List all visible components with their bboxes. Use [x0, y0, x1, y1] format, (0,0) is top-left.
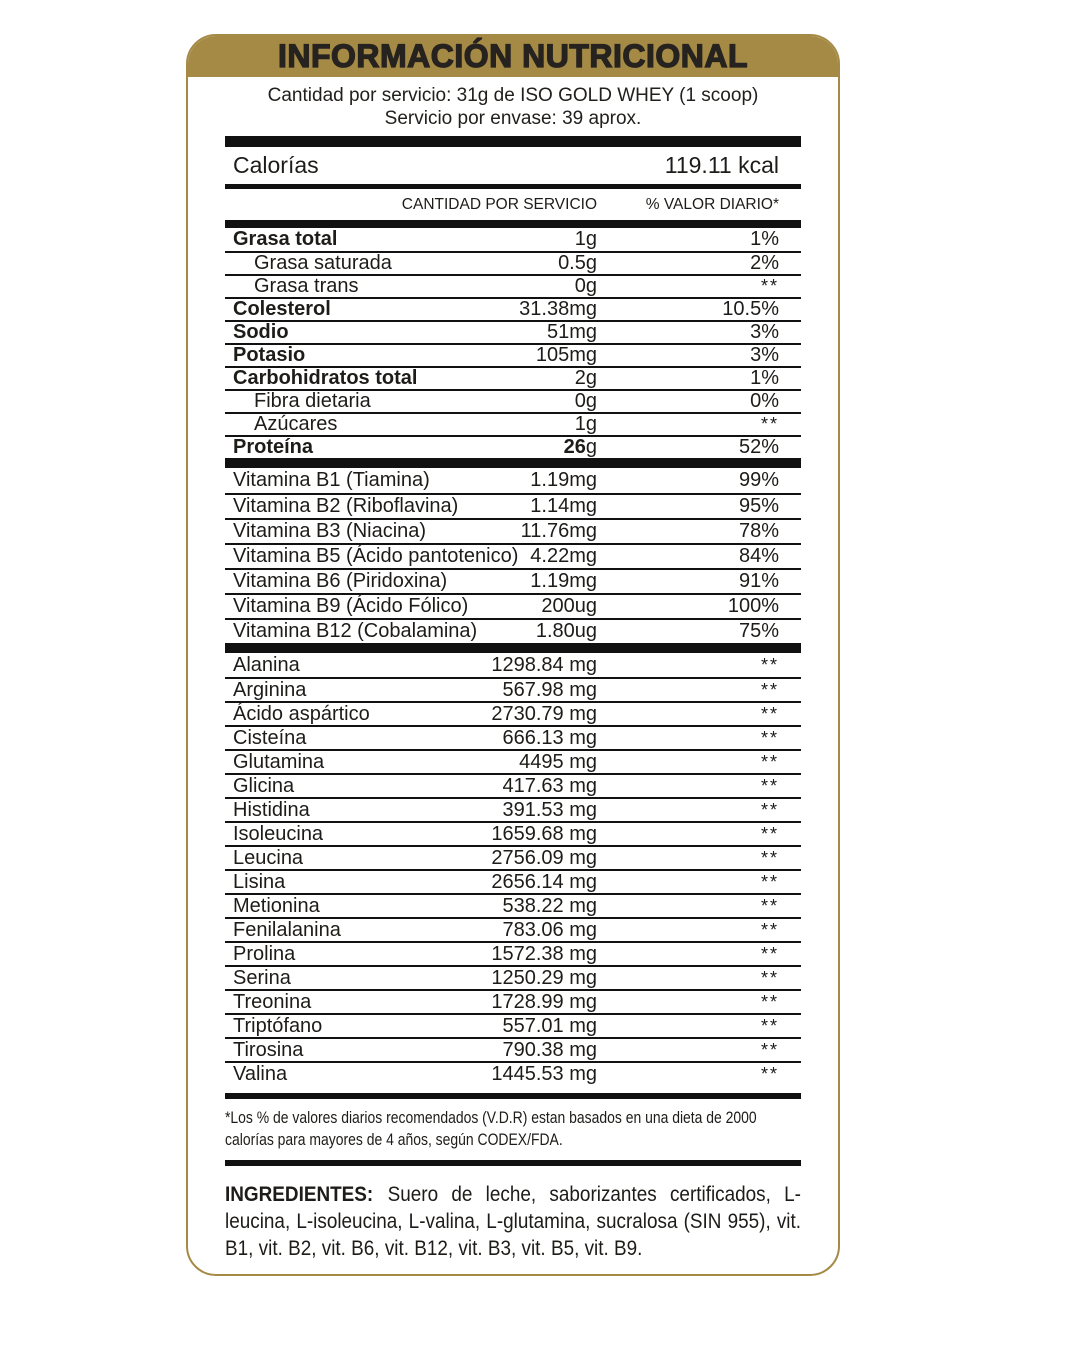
row-daily-value: ** [760, 967, 779, 988]
row-label: Fibra dietaria [254, 390, 371, 412]
vitamin-row [225, 568, 801, 593]
amino-acid-row [225, 845, 801, 869]
nutrition-facts-panel [186, 34, 840, 1276]
row-daily-value: ** [760, 871, 779, 892]
row-daily-value: ** [760, 943, 779, 964]
amino-acid-row [225, 725, 801, 749]
row-daily-value: 1% [750, 228, 779, 250]
amino-acid-row [225, 749, 801, 773]
serving-info [188, 77, 838, 130]
row-daily-value: 99% [738, 469, 779, 491]
row-daily-value: 2% [750, 252, 779, 274]
row-label: Vitamina B9 (Ácido Fólico) [233, 595, 469, 617]
row-amount: 2g [574, 367, 597, 389]
nutrient-row [225, 412, 801, 435]
amino-acid-row [225, 773, 801, 797]
calories-value: 119.11 kcal [664, 152, 779, 178]
row-label: Valina [233, 1062, 288, 1085]
row-daily-value: ** [760, 414, 779, 434]
row-daily-value: ** [760, 799, 779, 820]
ingredients-label: INGREDIENTES: [225, 1183, 374, 1206]
ingredients-text [225, 1181, 801, 1262]
row-amount: 0g [574, 390, 597, 412]
section-divider [225, 643, 801, 653]
amount-column-header: CANTIDAD POR SERVICIO [401, 195, 597, 213]
row-daily-value: 52% [738, 436, 779, 458]
row-daily-value: 1% [750, 367, 779, 389]
row-label: Vitamina B1 (Tiamina) [233, 469, 430, 491]
row-amount: 1.19mg [530, 570, 597, 592]
row-amount: 51mg [546, 321, 597, 343]
row-amount: 391.53 mg [502, 798, 597, 821]
amino-acid-row [225, 653, 801, 677]
label-title: INFORMACIÓN NUTRICIONAL [277, 38, 749, 74]
nutrient-row [225, 366, 801, 389]
row-amount: 26 g [563, 436, 597, 458]
row-label: Azúcares [254, 413, 338, 435]
row-amount: 4.22mg [530, 545, 597, 567]
ingredients-list: Suero de leche, saborizantes certificados, L-leucina, L-isoleucina, L-valina, L-glutamina, sucralosa (SIN 955), vit. B1, vit. B2, vit. B6, vit. B12, vit. B3, vit. B5, vit. B9. [225, 1183, 801, 1260]
row-amount: 2756.09 mg [491, 846, 597, 869]
amino-acid-row [225, 869, 801, 893]
row-daily-value: ** [760, 654, 779, 675]
row-amount: 200ug [541, 595, 597, 617]
row-amount: 783.06 mg [502, 918, 597, 941]
row-label: Sodio [233, 321, 289, 343]
amino-acid-row [225, 893, 801, 917]
row-daily-value: ** [760, 703, 779, 724]
nutrient-row [225, 228, 801, 251]
section-divider [225, 220, 801, 228]
row-label: Carbohidratos total [233, 367, 418, 389]
amino-acid-row [225, 821, 801, 845]
row-amount: 0g [574, 275, 597, 297]
row-daily-value: ** [760, 751, 779, 772]
row-daily-value: ** [760, 1015, 779, 1036]
row-label: Proteína [233, 436, 314, 458]
nutrient-row [225, 389, 801, 412]
row-label: Colesterol [233, 298, 331, 320]
row-daily-value: ** [760, 991, 779, 1012]
label-content [225, 136, 801, 1274]
row-label: Treonina [233, 990, 312, 1013]
row-label: Arginina [233, 678, 307, 701]
row-label: Tirosina [233, 1038, 304, 1061]
daily-value-footnote [225, 1099, 801, 1160]
row-label: Glutamina [233, 750, 325, 773]
amino-acid-row [225, 1013, 801, 1037]
row-amount: 666.13 mg [502, 726, 597, 749]
row-amount: 4495 mg [519, 750, 597, 773]
row-amount: 1572.38 mg [491, 942, 597, 965]
servings-per-container-line: Servicio por envase: 39 aprox. [384, 108, 642, 129]
row-daily-value: ** [760, 847, 779, 868]
row-label: Vitamina B2 (Riboflavina) [233, 495, 459, 517]
row-amount: 2730.79 mg [491, 702, 597, 725]
row-label: Vitamina B3 (Niacina) [233, 520, 427, 542]
section-divider [225, 458, 801, 468]
serving-size-line: Cantidad por servicio: 31g de ISO GOLD WHEY (1 scoop) [267, 85, 759, 106]
vitamin-row [225, 618, 801, 643]
row-daily-value: 75% [738, 620, 779, 642]
label-title-bar [188, 36, 838, 77]
row-amount: 790.38 mg [502, 1038, 597, 1061]
row-label: Isoleucina [233, 822, 324, 845]
row-amount: 1659.68 mg [491, 822, 597, 845]
amino-acid-row [225, 965, 801, 989]
row-label: Grasa trans [254, 275, 359, 297]
nutrient-row [225, 435, 801, 458]
row-amount: 417.63 mg [502, 774, 597, 797]
amino-acid-row [225, 701, 801, 725]
row-amount: 105mg [535, 344, 597, 366]
row-daily-value: 91% [738, 570, 779, 592]
row-daily-value: 3% [750, 344, 779, 366]
amino-acid-row [225, 917, 801, 941]
row-label: Serina [233, 966, 291, 989]
row-amount: 557.01 mg [502, 1014, 597, 1037]
section-divider [225, 1160, 801, 1166]
row-label: Grasa saturada [254, 252, 392, 274]
vitamin-row [225, 493, 801, 518]
nutrients-section [225, 228, 801, 458]
amino-acid-row [225, 677, 801, 701]
row-daily-value: ** [760, 895, 779, 916]
row-daily-value: ** [760, 1039, 779, 1060]
row-label: Triptófano [233, 1014, 323, 1037]
section-divider [225, 136, 801, 147]
amino-acid-row [225, 797, 801, 821]
daily-value-footnote-text: *Los % de valores diarios recomendados (V.D.R) estan basados en una dieta de 2000 calorías para mayores de 4 años, según CODEX/FDA. [225, 1108, 757, 1149]
row-amount: 31.38mg [519, 298, 597, 320]
daily-value-column-header: % VALOR DIARIO* [645, 195, 779, 213]
nutrient-row [225, 343, 801, 366]
row-daily-value: 0% [750, 390, 779, 412]
row-amount: 2656.14 mg [491, 870, 597, 893]
row-amount: 1.80ug [535, 620, 597, 642]
ingredients [225, 1181, 801, 1274]
row-daily-value: 3% [750, 321, 779, 343]
amino-acid-row [225, 989, 801, 1013]
row-amount: 1250.29 mg [491, 966, 597, 989]
row-daily-value: 10.5% [722, 298, 779, 320]
row-amount: 1.14mg [530, 495, 597, 517]
vitamin-row [225, 518, 801, 543]
vitamins-section [225, 468, 801, 643]
nutrient-row [225, 274, 801, 297]
row-daily-value: ** [760, 823, 779, 844]
row-label: Vitamina B5 (Ácido pantotenico) [233, 545, 519, 567]
nutrient-row [225, 297, 801, 320]
calories-row [225, 147, 801, 184]
row-daily-value: ** [760, 919, 779, 940]
row-label: Glicina [233, 774, 295, 797]
row-label: Ácido aspártico [233, 702, 370, 725]
row-amount: 567.98 mg [502, 678, 597, 701]
row-label: Prolina [233, 942, 296, 965]
row-amount: 1445.53 mg [491, 1062, 597, 1085]
row-amount: 1g [574, 228, 597, 250]
row-label: Cisteína [233, 726, 307, 749]
row-daily-value: 78% [738, 520, 779, 542]
row-daily-value: 100% [727, 595, 779, 617]
nutrient-row [225, 320, 801, 343]
row-label: Histidina [233, 798, 310, 821]
row-daily-value: ** [760, 1063, 779, 1084]
vitamin-row [225, 543, 801, 568]
row-label: Fenilalanina [233, 918, 341, 941]
row-daily-value: 84% [738, 545, 779, 567]
row-label: Grasa total [233, 228, 338, 250]
vitamin-row [225, 468, 801, 493]
vitamin-row [225, 593, 801, 618]
row-daily-value: ** [760, 679, 779, 700]
row-amount: 538.22 mg [502, 894, 597, 917]
row-label: Metionina [233, 894, 320, 917]
row-amount: 1298.84 mg [491, 653, 597, 676]
row-amount: 11.76mg [520, 520, 597, 542]
row-label: Vitamina B6 (Piridoxina) [233, 570, 448, 592]
nutrient-row [225, 251, 801, 274]
row-amount: 0.5g [558, 252, 597, 274]
row-daily-value: ** [760, 775, 779, 796]
row-amount: 1728.99 mg [491, 990, 597, 1013]
row-amount: 1g [574, 413, 597, 435]
calories-label: Calorías [233, 152, 319, 178]
row-label: Vitamina B12 (Cobalamina) [233, 620, 478, 642]
row-label: Leucina [233, 846, 304, 869]
amino-acid-row [225, 1061, 801, 1085]
row-label: Potasio [233, 344, 306, 366]
row-amount: 1.19mg [530, 469, 597, 491]
row-daily-value: 95% [738, 495, 779, 517]
amino-acids-section [225, 653, 801, 1085]
amino-acid-row [225, 941, 801, 965]
row-label: Alanina [233, 653, 300, 676]
amino-acid-row [225, 1037, 801, 1061]
row-daily-value: ** [760, 727, 779, 748]
column-headers [225, 189, 801, 220]
row-label: Lisina [233, 870, 286, 893]
row-daily-value: ** [760, 276, 779, 296]
